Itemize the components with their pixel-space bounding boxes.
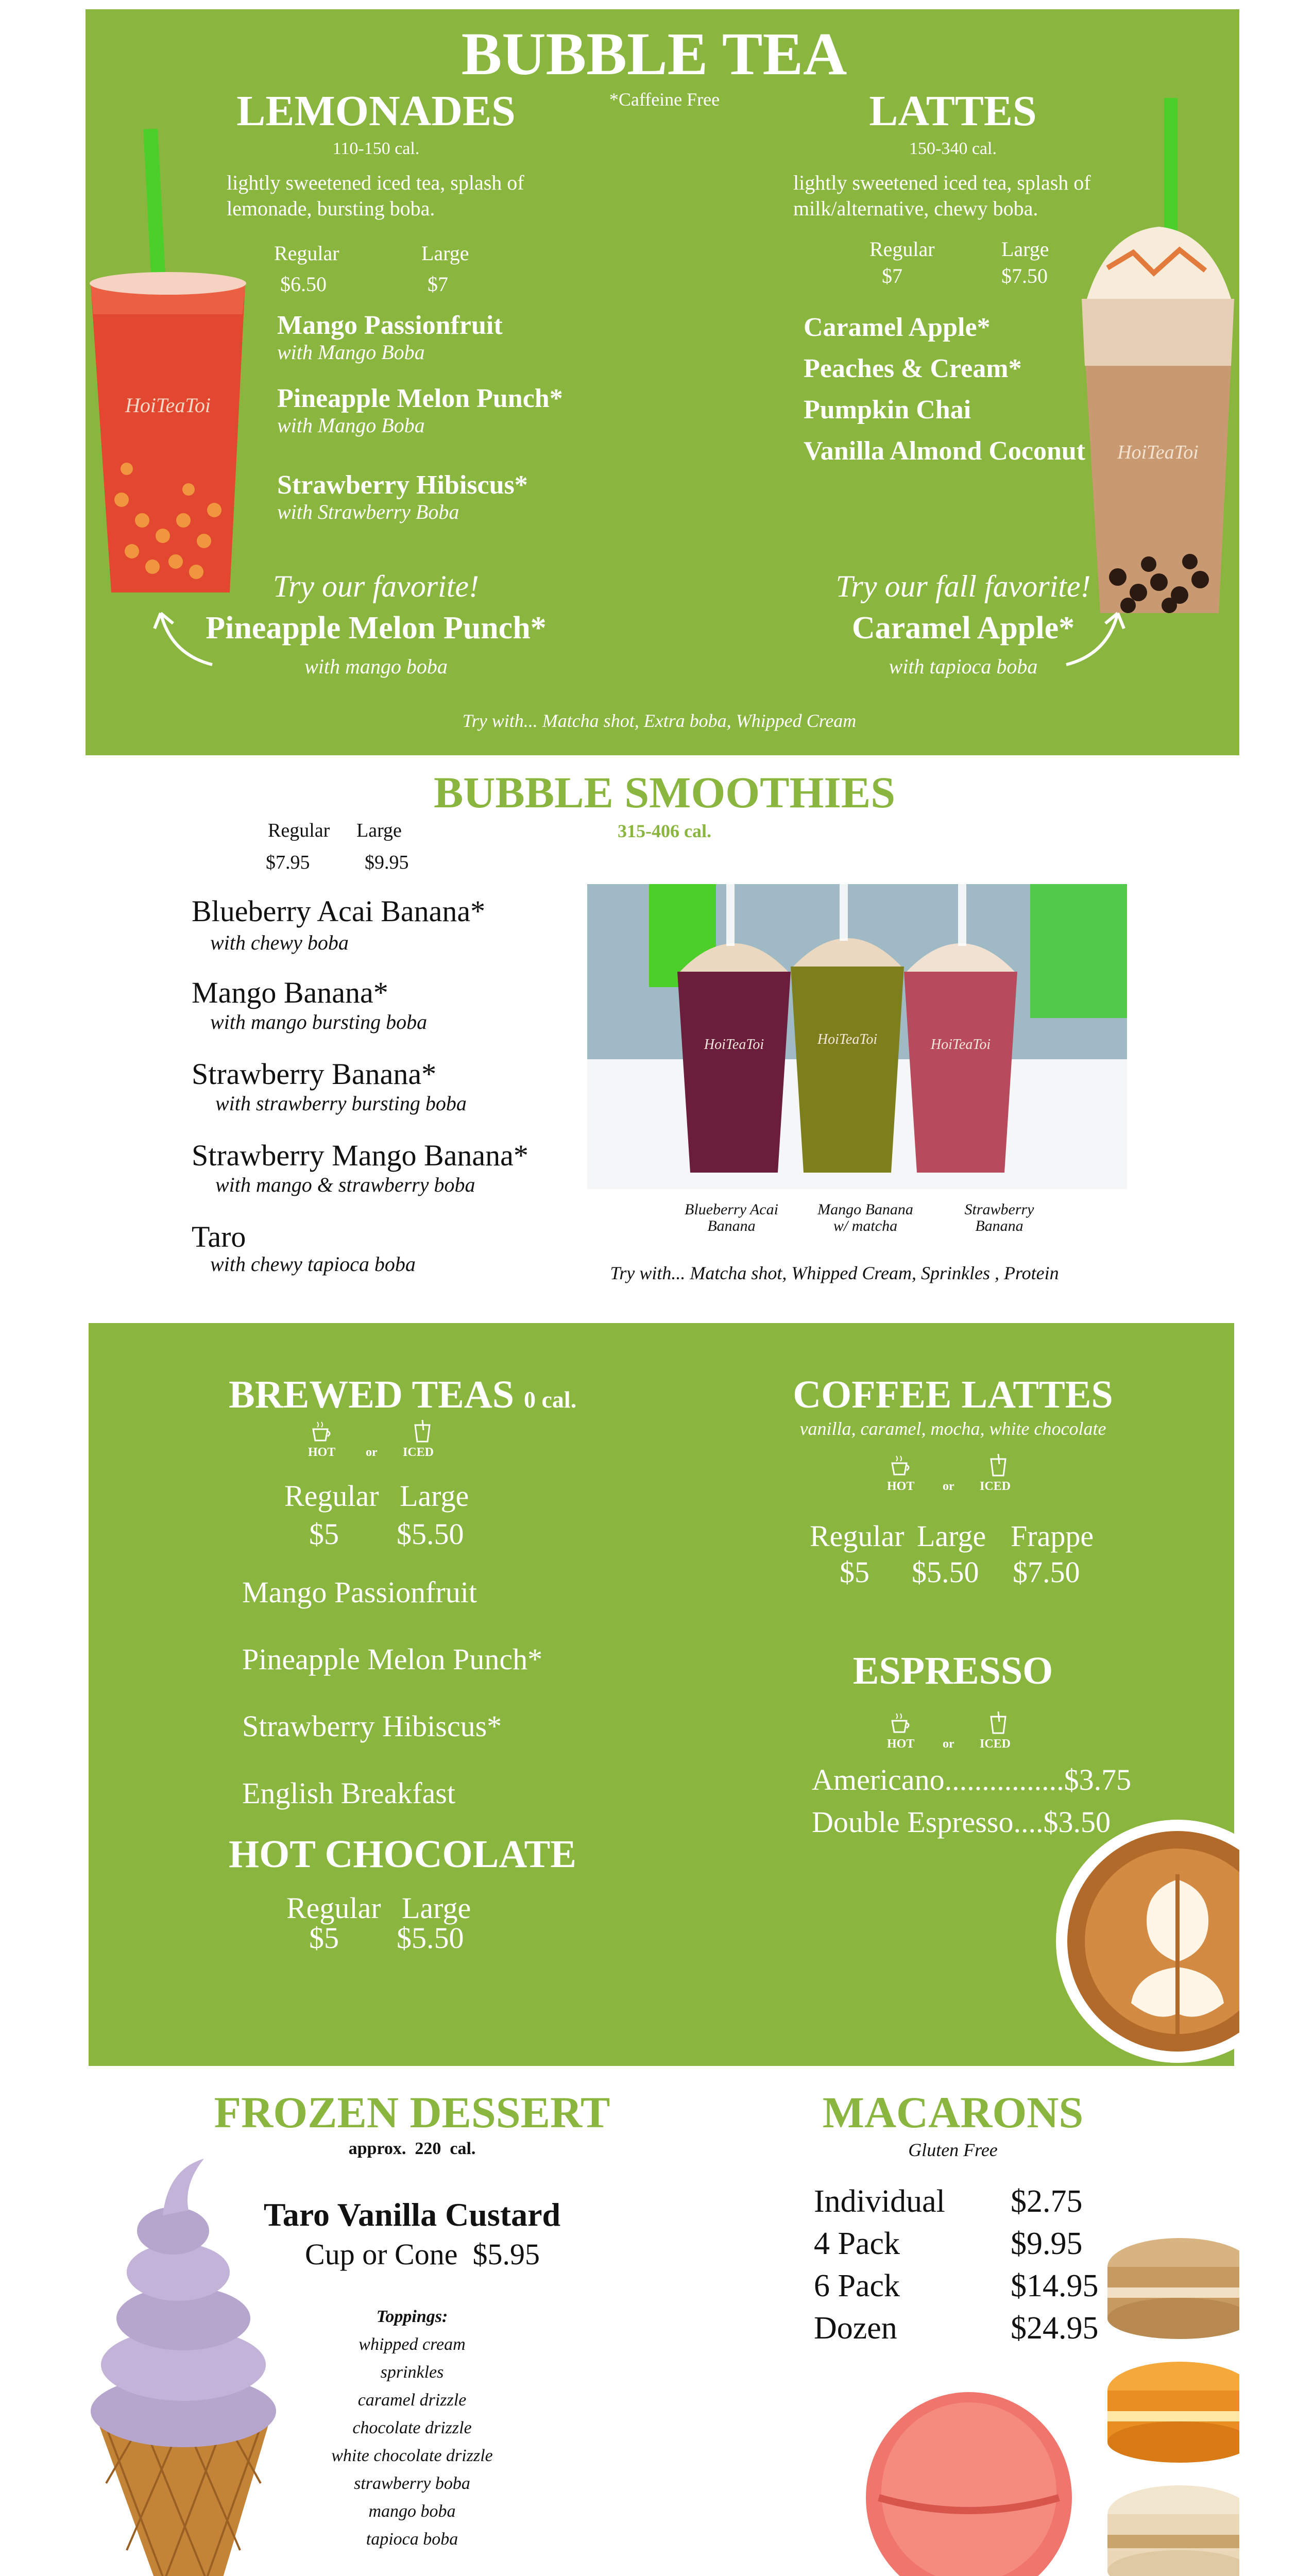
smoothie-caption: Strawberry Banana xyxy=(964,1201,1034,1234)
list-item: Peaches & Cream* xyxy=(804,354,1022,383)
lemonades-size-regular: Regular xyxy=(274,242,339,265)
list-item: Mango Passionfruit with Mango Boba xyxy=(277,311,503,364)
list-item: Pineapple Melon Punch* with Mango Boba xyxy=(277,384,563,437)
lattes-price-regular: $7 xyxy=(882,264,902,287)
lemonade-favorite-sub: with mango boba xyxy=(304,655,448,678)
coffee-price-large: $5.50 xyxy=(912,1555,979,1589)
hot-cup-icon xyxy=(889,1711,912,1734)
lattes-price-large: $7.50 xyxy=(1001,264,1048,287)
frozen-dessert-calories: approx. 220 cal. xyxy=(348,2139,476,2158)
macarons-price-list xyxy=(814,2180,1102,2349)
lemonades-price-regular: $6.50 xyxy=(280,273,327,296)
list-item: Caramel Apple* xyxy=(804,313,991,342)
coffee-lattes-title: COFFEE LATTES xyxy=(793,1373,1113,1416)
latte-cup-image xyxy=(1077,98,1239,618)
brewed-hot-iced: HOT or ICED xyxy=(308,1420,447,1461)
lemonades-size-large: Large xyxy=(421,242,469,265)
macarons-title: MACARONS xyxy=(822,2088,1084,2137)
smoothies-price-regular: $7.95 xyxy=(266,852,310,873)
iced-cup-icon xyxy=(413,1420,432,1443)
list-item: Double Espresso....$3.50 xyxy=(812,1805,1111,1839)
macaron-stack-image xyxy=(1102,2236,1239,2576)
smoothies-list xyxy=(192,894,604,1275)
list-item: mango boba xyxy=(368,2502,456,2521)
list-item: Strawberry Hibiscus* with Strawberry Boba xyxy=(277,470,528,523)
coffee-size-frappe: Frappe xyxy=(1011,1519,1094,1553)
lemonades-list xyxy=(277,310,638,523)
espresso-title: ESPRESSO xyxy=(852,1649,1053,1692)
iced-cup-icon xyxy=(989,1454,1008,1477)
list-item: chocolate drizzle xyxy=(352,2418,472,2437)
smoothies-photo xyxy=(587,884,1127,1189)
caffeine-note: *Caffeine Free xyxy=(609,89,720,110)
lattes-calories: 150-340 cal. xyxy=(909,139,997,158)
list-item: Strawberry Hibiscus* xyxy=(242,1709,502,1743)
latte-art-image xyxy=(1054,1818,1239,2106)
hot-chocolate-size-large: Large xyxy=(402,1891,471,1925)
cup-logo-text: HoiTeaToi xyxy=(704,1037,764,1053)
coffee-price-frappe: $7.50 xyxy=(1013,1555,1080,1589)
list-item: Pumpkin Chai xyxy=(804,395,971,425)
list-item: Blueberry Acai Banana* with chewy boba xyxy=(192,894,486,954)
lattes-title: LATTES xyxy=(869,87,1037,135)
frozen-item-name: Taro Vanilla Custard xyxy=(263,2196,561,2233)
brewed-size-regular: Regular xyxy=(284,1479,379,1513)
latte-favorite-sub: with tapioca boba xyxy=(889,655,1038,678)
cup-logo-text: HoiTeaToi xyxy=(817,1031,878,1047)
list-item: English Breakfast xyxy=(242,1776,455,1810)
frozen-dessert-title: FROZEN DESSERT xyxy=(214,2088,610,2137)
coffee-size-large: Large xyxy=(917,1519,986,1553)
lemonades-description: lightly sweetened iced tea, splash of lemonade, bursting boba. xyxy=(227,171,524,220)
list-item: Strawberry Mango Banana* with mango & strawberry boba xyxy=(192,1139,528,1196)
latte-favorite-intro: Try our fall favorite! xyxy=(835,569,1091,603)
list-item: 6 Pack $14.95 xyxy=(814,2268,1099,2303)
curved-arrow-icon xyxy=(1056,603,1128,670)
brewed-price-regular: $5 xyxy=(309,1517,339,1551)
lemonade-favorite-name: Pineapple Melon Punch* xyxy=(206,611,547,646)
smoothie-caption: Blueberry Acai Banana xyxy=(685,1201,778,1234)
list-item: whipped cream xyxy=(359,2335,466,2354)
hot-cup-icon xyxy=(310,1420,333,1443)
list-item: Mango Passionfruit xyxy=(242,1575,477,1609)
list-item: Taro with chewy tapioca boba xyxy=(192,1220,416,1276)
list-item: Mango Banana* with mango bursting boba xyxy=(192,976,428,1033)
macarons-subtitle: Gluten Free xyxy=(908,2140,998,2160)
list-item: 4 Pack $9.95 xyxy=(814,2226,1083,2261)
cup-logo-text: HoiTeaToi xyxy=(930,1037,991,1053)
hot-chocolate-title: HOT CHOCOLATE xyxy=(229,1833,576,1876)
list-item: tapioca boba xyxy=(366,2530,458,2549)
hot-chocolate-size-regular: Regular xyxy=(286,1891,381,1925)
bubble-tea-addons: Try with... Matcha shot, Extra boba, Whipped Cream xyxy=(462,710,857,731)
brewed-size-large: Large xyxy=(400,1479,469,1513)
hot-cup-icon xyxy=(889,1454,912,1477)
frozen-item-price: Cup or Cone $5.95 xyxy=(305,2238,540,2271)
lattes-description: lightly sweetened iced tea, splash of milk/alternative, chewy boba. xyxy=(793,171,1091,220)
lemonade-favorite-intro: Try our favorite! xyxy=(273,569,479,603)
lemonades-price-large: $7 xyxy=(428,273,448,296)
list-item: strawberry boba xyxy=(354,2474,470,2493)
bubble-tea-title: BUBBLE TEA xyxy=(461,20,847,88)
list-item: Strawberry Banana* with strawberry bursting boba xyxy=(192,1057,467,1115)
coffee-size-regular: Regular xyxy=(810,1519,905,1553)
lemonade-cup-image xyxy=(86,129,250,603)
list-item: white chocolate drizzle xyxy=(331,2446,493,2465)
smoothies-title: BUBBLE SMOOTHIES xyxy=(433,768,896,817)
list-item: Vanilla Almond Coconut xyxy=(804,436,1086,466)
smoothie-caption: Mango Banana w/ matcha xyxy=(817,1201,913,1234)
coffee-hot-iced: HOT or ICED xyxy=(887,1454,1026,1495)
latte-favorite-name: Caramel Apple* xyxy=(851,611,1075,646)
smoothies-price-large: $9.95 xyxy=(365,852,409,873)
brewed-teas-title: BREWED TEAS 0 cal. xyxy=(229,1373,577,1416)
list-item: Individual $2.75 xyxy=(814,2184,1083,2219)
smoothies-addons: Try with... Matcha shot, Whipped Cream, Sprinkles , Protein xyxy=(610,1263,1059,1283)
hot-chocolate-price-large: $5.50 xyxy=(397,1921,464,1955)
lemonades-calories: 110-150 cal. xyxy=(332,139,420,158)
list-item: caramel drizzle xyxy=(357,2391,467,2410)
lattes-size-large: Large xyxy=(1001,238,1049,261)
lattes-size-regular: Regular xyxy=(869,238,935,261)
svg-text:HoiTeaToi: HoiTeaToi xyxy=(1117,442,1199,463)
macaron-pink-image xyxy=(863,2389,1074,2576)
coffee-lattes-flavors: vanilla, caramel, mocha, white chocolate xyxy=(799,1418,1106,1439)
brewed-teas-list xyxy=(242,1559,654,1827)
brewed-price-large: $5.50 xyxy=(397,1517,464,1551)
lemonades-title: LEMONADES xyxy=(236,87,516,135)
smoothies-size-regular: Regular xyxy=(268,820,330,841)
smoothies-calories: 315-406 cal. xyxy=(618,821,711,841)
coffee-price-regular: $5 xyxy=(840,1555,869,1589)
toppings-list: Toppings: whipped cream sprinkles caramel drizzle chocolate drizzle white chocolate drizzle strawberry boba mango boba tapioca boba xyxy=(309,2303,515,2553)
svg-text:HoiTeaToi: HoiTeaToi xyxy=(125,394,211,417)
smoothies-size-large: Large xyxy=(356,820,402,841)
hot-chocolate-price-regular: $5 xyxy=(309,1921,339,1955)
iced-cup-icon xyxy=(989,1711,1008,1734)
list-item: Dozen $24.95 xyxy=(814,2311,1099,2346)
list-item: Americano................$3.75 xyxy=(812,1763,1132,1797)
espresso-hot-iced: HOT or ICED xyxy=(887,1711,1026,1753)
curved-arrow-icon xyxy=(150,603,223,670)
list-item: sprinkles xyxy=(380,2363,444,2382)
list-item: Pineapple Melon Punch* xyxy=(242,1642,543,1676)
